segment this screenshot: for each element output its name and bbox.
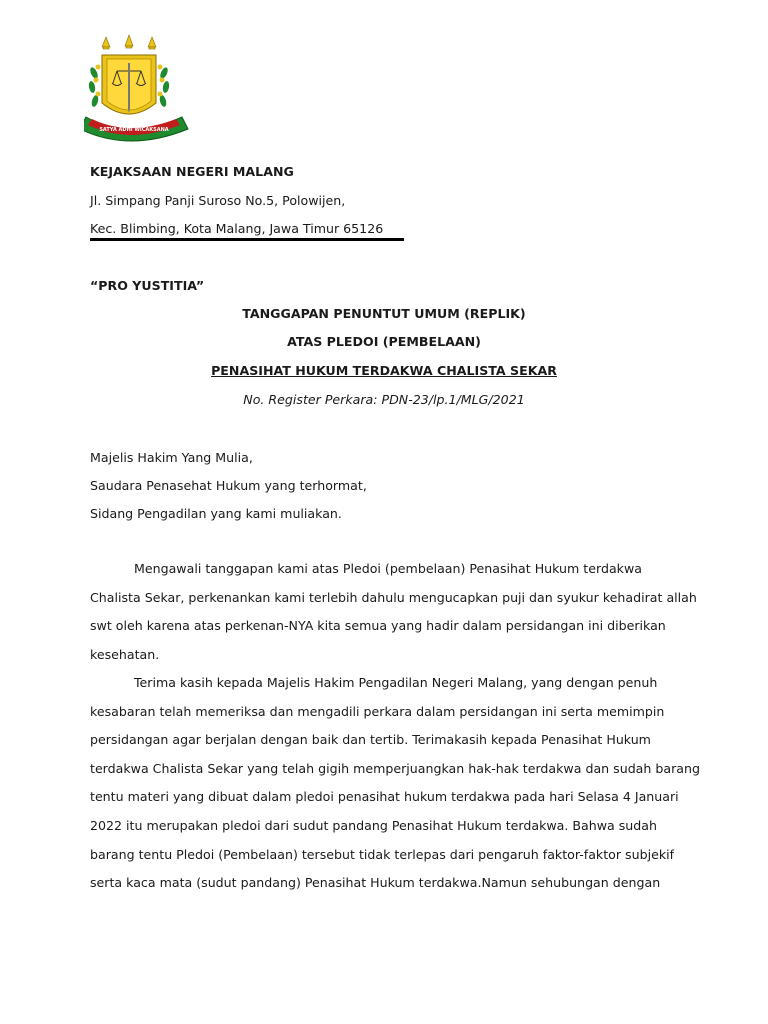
paragraph-line: persidangan agar berjalan dengan baik dan tertib. Terimakasih kepada Penasihat Hukum (90, 732, 651, 748)
paragraph-line: swt oleh karena atas perkenan-NYA kita semua yang hadir dalam persidangan ini diberikan (90, 618, 666, 634)
salutation-line-2: Saudara Penasehat Hukum yang terhormat, (90, 478, 367, 493)
document-title-3: PENASIHAT HUKUM TERDAKWA CHALISTA SEKAR (211, 363, 557, 378)
svg-text:SATYA ADHI WICAKSANA: SATYA ADHI WICAKSANA (99, 127, 169, 133)
body-paragraph-2 (90, 669, 700, 898)
paragraph-line: kesehatan. (90, 646, 160, 662)
paragraph-line: Mengawali tanggapan kami atas Pledoi (pembelaan) Penasihat Hukum terdakwa (134, 561, 642, 576)
paragraph-line: Terima kasih kepada Majelis Hakim Pengadilan Negeri Malang, yang dengan penuh (134, 675, 658, 690)
body-paragraph-1 (90, 555, 697, 669)
letterhead-divider (90, 238, 404, 241)
paragraph-line: serta kaca mata (sudut pandang) Penasihat Hukum terdakwa.Namun sehubungan dengan (90, 875, 661, 891)
address-line-1: Jl. Simpang Panji Suroso No.5, Polowijen, (90, 193, 346, 208)
institution-name: KEJAKSAAN NEGERI MALANG (90, 164, 294, 179)
salutation-line-3: Sidang Pengadilan yang kami muliakan. (90, 506, 342, 521)
document-title-2: ATAS PLEDOI (PEMBELAAN) (287, 334, 481, 349)
paragraph-line: terdakwa Chalista Sekar yang telah gigih memperjuangkan hak-hak terdakwa dan sudah barang (90, 760, 700, 776)
paragraph-line: 2022 itu merupakan pledoi dari sudut pandang Penasihat Hukum terdakwa. Bahwa sudah (90, 817, 657, 833)
salutation-line-1: Majelis Hakim Yang Mulia, (90, 450, 253, 465)
paragraph-line: Chalista Sekar, perkenankan kami terlebih dahulu mengucapkan puji dan syukur kehadirat allah (90, 589, 697, 605)
register-number: No. Register Perkara: PDN-23/lp.1/MLG/2021 (243, 392, 525, 407)
address-line-2: Kec. Blimbing, Kota Malang, Jawa Timur 65126 (90, 221, 384, 236)
paragraph-line: tentu materi yang dibuat dalam pledoi penasihat hukum terdakwa pada hari Selasa 4 Januari (90, 789, 679, 805)
pro-yustitia-motto: “PRO YUSTITIA” (90, 278, 205, 293)
paragraph-line: barang tentu Pledoi (Pembelaan) tersebut tidak terlepas dari pengaruh faktor-faktor subjekif (90, 846, 675, 862)
paragraph-line: kesabaran telah memeriksa dan mengadili perkara dalam persidangan ini serta memimpin (90, 703, 665, 719)
kejaksaan-emblem-logo (84, 33, 194, 145)
document-title-1: TANGGAPAN PENUNTUT UMUM (REPLIK) (242, 306, 526, 321)
